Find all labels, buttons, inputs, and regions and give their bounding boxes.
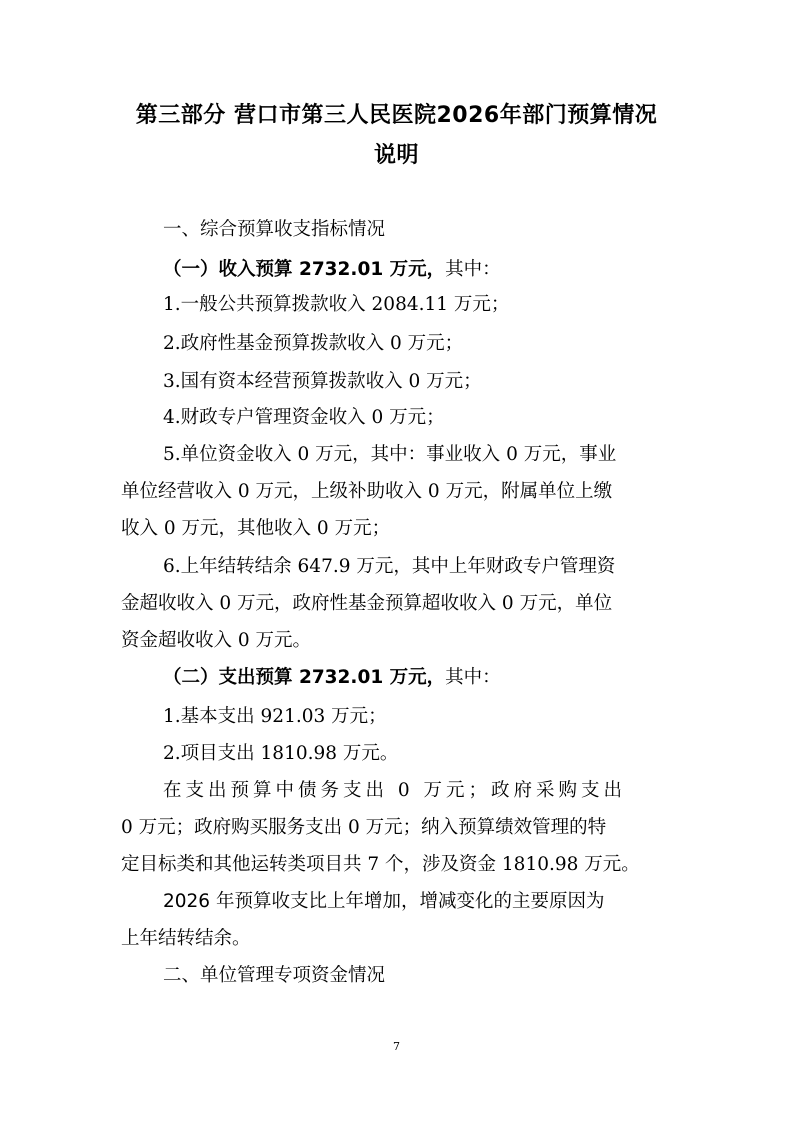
income-item-4: 4.财政专户管理资金收入 0 万元； xyxy=(163,407,445,428)
change-line-1: 2026 年预算收支比上年增加，增减变化的主要原因为 xyxy=(163,891,605,912)
income-item-5-line-3: 收入 0 万元，其他收入 0 万元； xyxy=(121,518,391,539)
title-line-2: 说明 xyxy=(373,143,419,168)
section2-heading: 二、单位管理专项资金情况 xyxy=(163,965,386,986)
title-line-1: 第三部分 营口市第三人民医院2026年部门预算情况 xyxy=(135,103,658,128)
expense-item-2: 2.项目支出 1810.98 万元。 xyxy=(163,743,399,764)
income-item-6-line-3: 资金超收收入 0 万元。 xyxy=(121,630,312,651)
income-item-6-line-2: 金超收收入 0 万元，政府性基金预算超收收入 0 万元，单位 xyxy=(121,593,613,614)
change-line-2: 上年结转结余。 xyxy=(121,928,251,949)
income-heading xyxy=(163,257,501,283)
income-heading-rest: 其中： xyxy=(445,259,501,280)
income-item-5-line-2: 单位经营收入 0 万元，上级补助收入 0 万元，附属单位上缴 xyxy=(121,481,613,502)
section1-heading: 一、综合预算收支指标情况 xyxy=(163,219,386,240)
income-heading-bold: （一）收入预算 2732.01 万元， xyxy=(163,259,446,280)
income-item-3: 3.国有资本经营预算拨款收入 0 万元； xyxy=(163,371,482,392)
expense-heading-rest: 其中： xyxy=(445,667,501,688)
income-item-5-line-1: 5.单位资金收入 0 万元，其中：事业收入 0 万元，事业 xyxy=(163,444,617,465)
expense-heading xyxy=(163,665,501,691)
income-item-2: 2.政府性基金预算拨款收入 0 万元； xyxy=(163,333,464,354)
income-item-6-line-1: 6.上年结转结余 647.9 万元，其中上年财政专户管理资 xyxy=(163,556,616,577)
expense-note-line-2: 0 万元；政府购买服务支出 0 万元；纳入预算绩效管理的特 xyxy=(121,817,607,838)
document-title xyxy=(100,96,693,176)
expense-note-line-3: 定目标类和其他运转类项目共 7 个，涉及资金 1810.98 万元。 xyxy=(121,854,640,875)
expense-heading-bold: （二）支出预算 2732.01 万元， xyxy=(163,667,446,688)
page-number: 7 xyxy=(393,1040,400,1053)
expense-item-1: 1.基本支出 921.03 万元； xyxy=(163,706,387,727)
expense-note-line-1: 在支出预算中债务支出 0 万元；政府采购支出 xyxy=(163,780,627,801)
income-item-1: 1.一般公共预算拨款收入 2084.11 万元； xyxy=(163,294,510,315)
